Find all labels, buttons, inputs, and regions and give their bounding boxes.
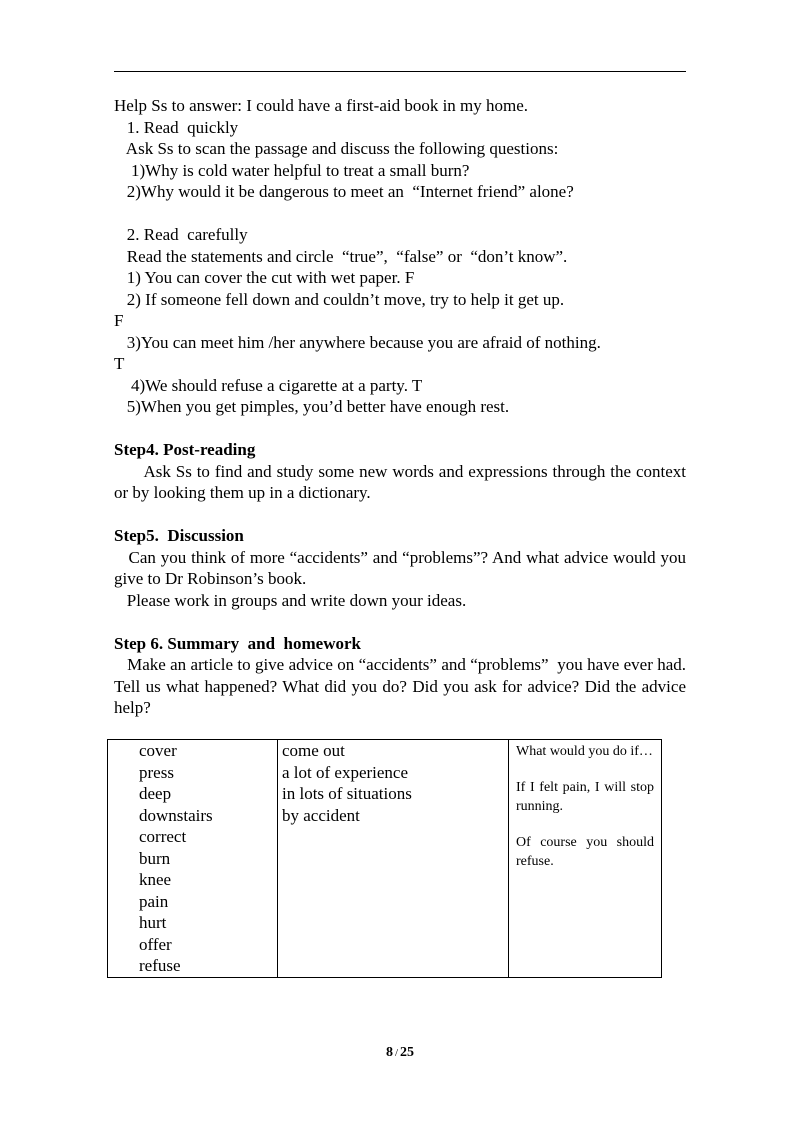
word-item: pain	[139, 891, 169, 911]
note-item: What would you do if…	[516, 744, 653, 759]
document-body	[114, 95, 691, 719]
note-item: If I felt pain, I will stop running.	[516, 780, 654, 814]
statement-line: 2) If someone fell down and couldn’t move, try to help it get up.	[114, 289, 565, 309]
statement-line: 3)You can meet him /her anywhere because you are afraid of nothing.	[114, 332, 601, 352]
word-item: hurt	[139, 913, 167, 932]
step6-text: Make an article to give advice on “accidents” and “problems” you have ever had. Tell us what happened? What did you do? Did you ask for advice? Did the advice help?	[114, 655, 691, 717]
question-line: 1)Why is cold water helpful to treat a small burn?	[114, 160, 470, 180]
step5-text-2: Please work in groups and write down your ideas.	[114, 590, 467, 610]
step5-text: Can you think of more “accidents” and “problems”? And what advice would you give to Dr Robinson’s book.	[114, 547, 691, 588]
words-cell	[108, 740, 278, 978]
phrase-item: in lots of situations	[282, 784, 412, 803]
statement-line: 1) You can cover the cut with wet paper. F	[114, 268, 415, 287]
spacer	[114, 611, 686, 633]
word-item: knee	[139, 870, 172, 889]
page-separator: /	[394, 1047, 399, 1059]
spacer	[114, 203, 686, 225]
step6-heading: Step 6. Summary and homework	[114, 633, 361, 653]
section-label-read-quickly: 1. Read quickly	[114, 117, 239, 137]
word-item: offer	[139, 934, 172, 954]
statement-line: 4)We should refuse a cigarette at a party. T	[114, 375, 423, 395]
step4-text: Ask Ss to find and study some new words and expressions through the context or by looking them up in a dictionary.	[114, 461, 691, 502]
text-line: Help Ss to answer: I could have a first-aid book in my home.	[114, 96, 529, 115]
word-item: press	[139, 762, 174, 782]
phrase-item: a lot of experience	[282, 762, 409, 782]
section-label-read-carefully: 2. Read carefully	[114, 225, 248, 244]
note-item: Of course you should refuse.	[516, 835, 654, 869]
text-line: Read the statements and circle “true”, “false” or “don’t know”.	[114, 246, 568, 266]
word-item: deep	[139, 784, 172, 803]
step4-heading: Step4. Post-reading	[114, 440, 256, 459]
step5-heading: Step5. Discussion	[114, 526, 244, 545]
statement-line: 5)When you get pimples, you’d better have enough rest.	[114, 397, 510, 416]
spacer	[114, 418, 686, 440]
question-line: 2)Why would it be dangerous to meet an “Internet friend” alone?	[114, 182, 574, 201]
current-page: 8	[385, 1045, 393, 1060]
word-item: downstairs	[139, 805, 213, 825]
word-item: refuse	[139, 956, 181, 975]
header-rule	[114, 71, 686, 72]
spacer	[516, 761, 654, 778]
phrase-item: by accident	[282, 805, 360, 825]
word-item: correct	[139, 827, 187, 846]
word-item: burn	[139, 848, 171, 868]
table-row	[108, 740, 662, 978]
statement-answer: T	[114, 354, 125, 373]
phrase-item: come out	[282, 741, 345, 760]
word-item: cover	[139, 741, 177, 760]
statement-answer: F	[114, 311, 124, 330]
total-pages: 25	[400, 1045, 415, 1060]
page-number	[0, 1045, 800, 1061]
text-line: Ask Ss to scan the passage and discuss the following questions:	[114, 139, 559, 158]
notes-cell	[509, 740, 662, 978]
vocabulary-table	[107, 739, 662, 978]
spacer	[516, 816, 654, 833]
spacer	[114, 504, 686, 526]
phrases-cell	[278, 740, 509, 978]
